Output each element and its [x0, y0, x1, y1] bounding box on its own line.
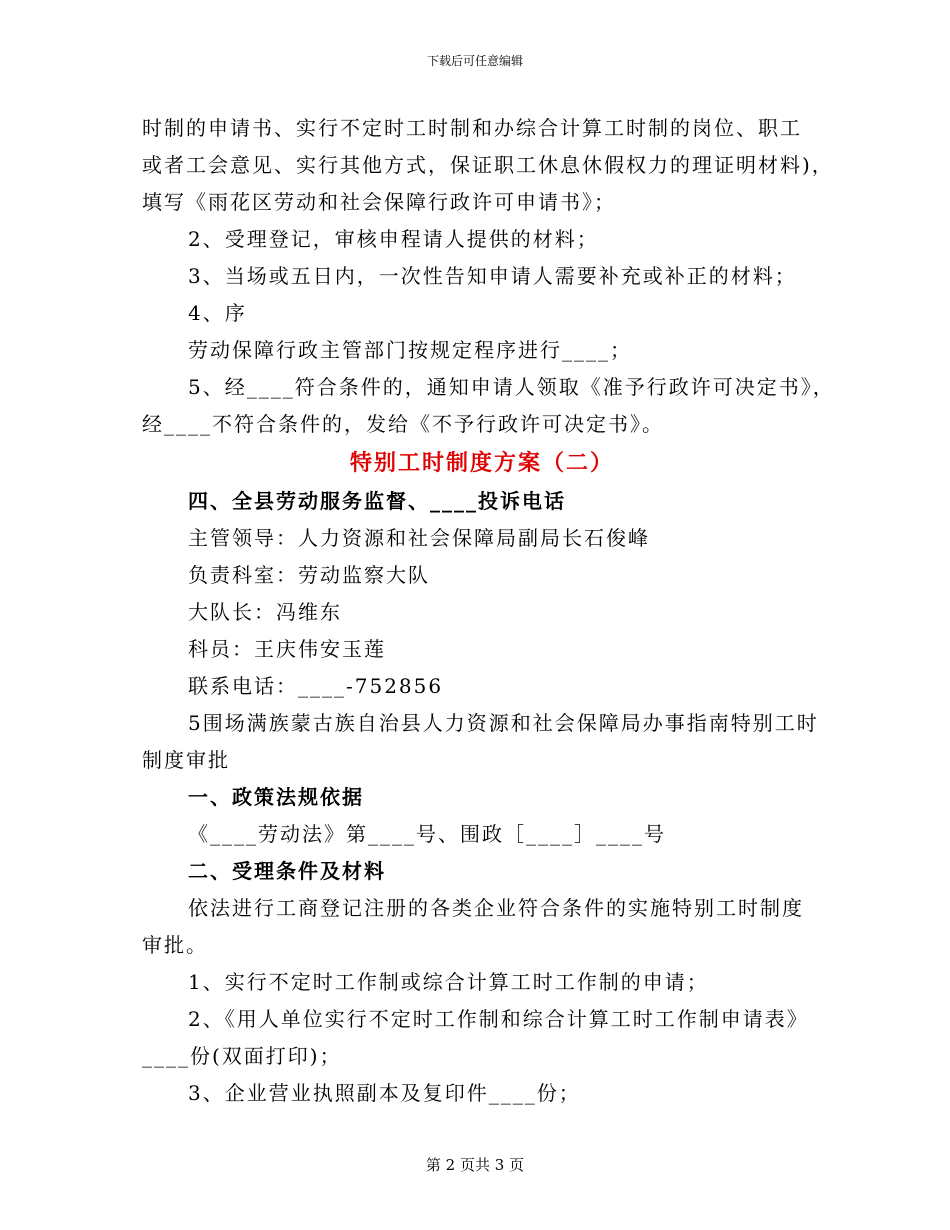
- text-line: ____份(双面打印)；: [142, 1044, 342, 1068]
- text-line: 主管领导：人力资源和社会保障局副局长石俊峰: [188, 526, 650, 550]
- text-line: 5、经____符合条件的，通知申请人领取《准予行政许可决定书》，: [188, 375, 835, 399]
- text-line: 联系电话：____-752856: [188, 674, 444, 698]
- text-line: 依法进行工商登记注册的各类企业符合条件的实施特别工时制度: [188, 896, 804, 920]
- text-line: 2、受理登记，审核申程请人提供的材料；: [188, 227, 599, 251]
- text-line: 填写《雨花区劳动和社会保障行政许可申请书》；: [142, 190, 616, 214]
- text-line: 《____劳动法》第____号、围政［____］____号: [188, 822, 666, 846]
- text-line: 制度审批: [142, 748, 230, 772]
- section-heading: 一、政策法规依据: [188, 785, 364, 809]
- text-line: 1、实行不定时工作制或综合计算工时工作制的申请；: [188, 970, 709, 994]
- text-line: 时制的申请书、实行不定时工时制和办综合计算工时制的岗位、职工: [142, 116, 802, 140]
- text-line: 或者工会意见、实行其他方式，保证职工休息休假权力的理证明材料)，: [142, 153, 834, 177]
- section-heading: 四、全县劳动服务监督、____投诉电话: [188, 489, 566, 513]
- text-line: 负责科室：劳动监察大队: [188, 563, 430, 587]
- page-header: 下载后可任意编辑: [426, 54, 523, 68]
- text-line: 3、企业营业执照副本及复印件____份；: [188, 1081, 581, 1105]
- text-line: 3、当场或五日内，一次性告知申请人需要补充或补正的材料；: [188, 264, 797, 288]
- page-footer: 第 2 页共 3 页: [425, 1156, 525, 1174]
- text-line: 5围场满族蒙古族自治县人力资源和社会保障局办事指南特别工时: [188, 711, 819, 735]
- text-line: 4、序: [188, 301, 247, 325]
- text-line: 大队长：冯维东: [188, 600, 342, 624]
- document-body: [142, 110, 835, 1112]
- text-line: 劳动保障行政主管部门按规定程序进行____；: [188, 338, 632, 362]
- text-line: 经____不符合条件的，发给《不予行政许可决定书》。: [142, 412, 664, 436]
- text-line: 科员：王庆伟安玉莲: [188, 637, 386, 661]
- section-heading: 二、受理条件及材料: [188, 859, 386, 883]
- section-title: 特别工时制度方案（二）: [349, 450, 614, 476]
- text-line: 2、《用人单位实行不定时工作制和综合计算工时工作制申请表》: [188, 1007, 809, 1031]
- text-line: 审批。: [142, 933, 208, 957]
